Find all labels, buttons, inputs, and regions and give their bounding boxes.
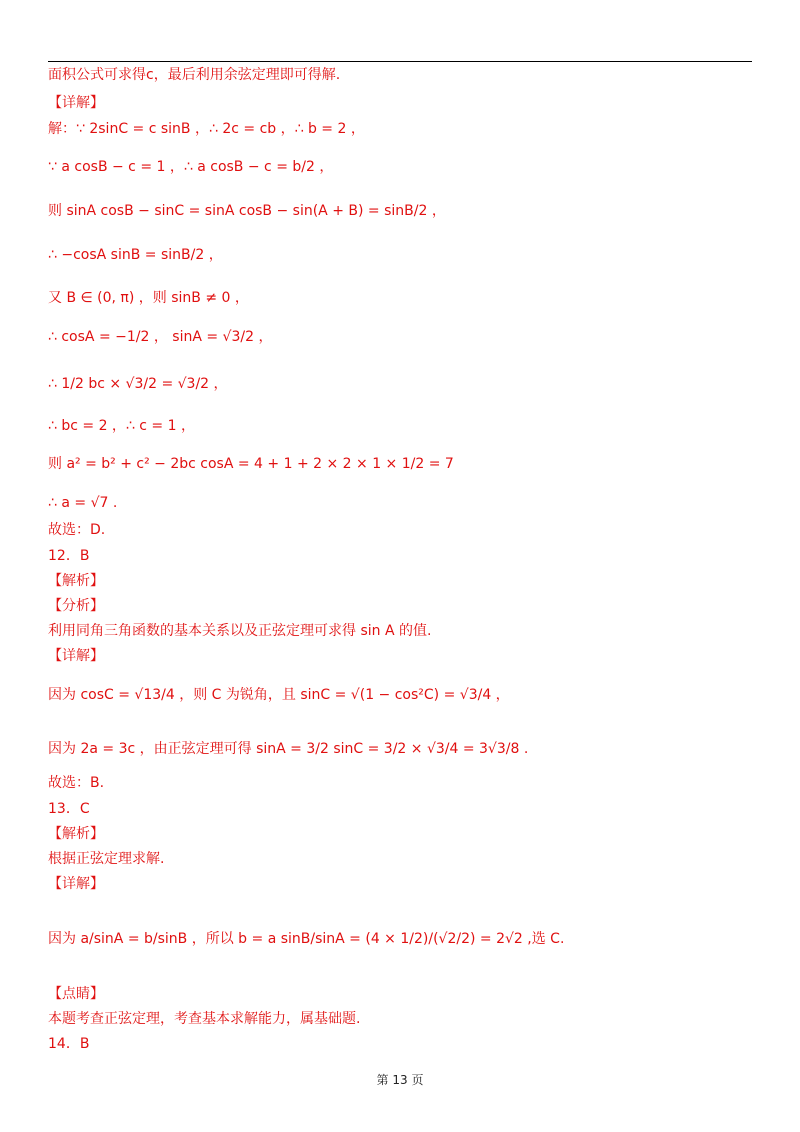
heading-analysis-2: 【解析】 <box>48 826 104 842</box>
text-line-4: ∵ a cosB − c = 1 ，∴ a cosB − c = b/2 ， <box>48 159 334 175</box>
text-line-3: 解：∵ 2sinC = c sinB ，∴ 2c = cb ，∴ b = 2 ， <box>48 121 365 137</box>
question-14-answer: 14．B <box>48 1036 90 1052</box>
text-line-26: 因为 a/sinA = b/sinB ，所以 b = a sinB/sinA = (4 × 1/2)/(√2/2) = 2√2 ,选 C. <box>48 931 565 947</box>
text-line-24: 根据正弦定理求解. <box>48 851 165 867</box>
heading-comment: 【点睛】 <box>48 986 104 1002</box>
heading-analysis: 【解析】 <box>48 573 104 589</box>
text-line-6: ∴ −cosA sinB = sinB/2 ， <box>48 247 223 263</box>
text-line-17: 利用同角三角函数的基本关系以及正弦定理可求得 sin A 的值. <box>48 623 432 639</box>
text-line-9: ∴ 1/2 bc × √3/2 = √3/2 ， <box>48 376 228 392</box>
question-12-answer: 12．B <box>48 548 90 564</box>
header-rule <box>48 61 752 62</box>
heading-detail-3: 【详解】 <box>48 876 104 892</box>
text-line-21: 故选：B. <box>48 775 105 791</box>
text-line-10: ∴ bc = 2 ，∴ c = 1 ， <box>48 418 195 434</box>
text-line-13: 故选：D. <box>48 522 106 538</box>
text-line-20: 因为 2a = 3c ，由正弦定理可得 sinA = 3/2 sinC = 3/2 × √3/4 = 3√3/8 . <box>48 741 529 757</box>
text-line-28: 本题考查正弦定理，考查基本求解能力，属基础题. <box>48 1011 361 1027</box>
text-line-7: 又 B ∈ (0, π) ，则 sinB ≠ 0 ， <box>48 290 249 306</box>
text-line-12: ∴ a = √7 . <box>48 495 118 511</box>
page-number: 第 13 页 <box>376 1073 424 1087</box>
question-13-answer: 13．C <box>48 801 90 817</box>
text-line-19: 因为 cosC = √13/4 ，则 C 为锐角，且 sinC = √(1 − cos²C) = √3/4 ， <box>48 687 510 703</box>
heading-detail: 【详解】 <box>48 95 104 111</box>
text-line-1: 面积公式可求得c，最后利用余弦定理即可得解. <box>48 67 341 83</box>
heading-fenxi: 【分析】 <box>48 598 104 614</box>
text-line-8: ∴ cosA = −1/2 ， sinA = √3/2 ， <box>48 329 273 345</box>
text-line-5: 则 sinA cosB − sinC = sinA cosB − sin(A + B) = sinB/2 ， <box>48 203 446 219</box>
heading-detail-2: 【详解】 <box>48 648 104 664</box>
text-line-11: 则 a² = b² + c² − 2bc cosA = 4 + 1 + 2 × 2 × 1 × 1/2 = 7 <box>48 456 454 472</box>
